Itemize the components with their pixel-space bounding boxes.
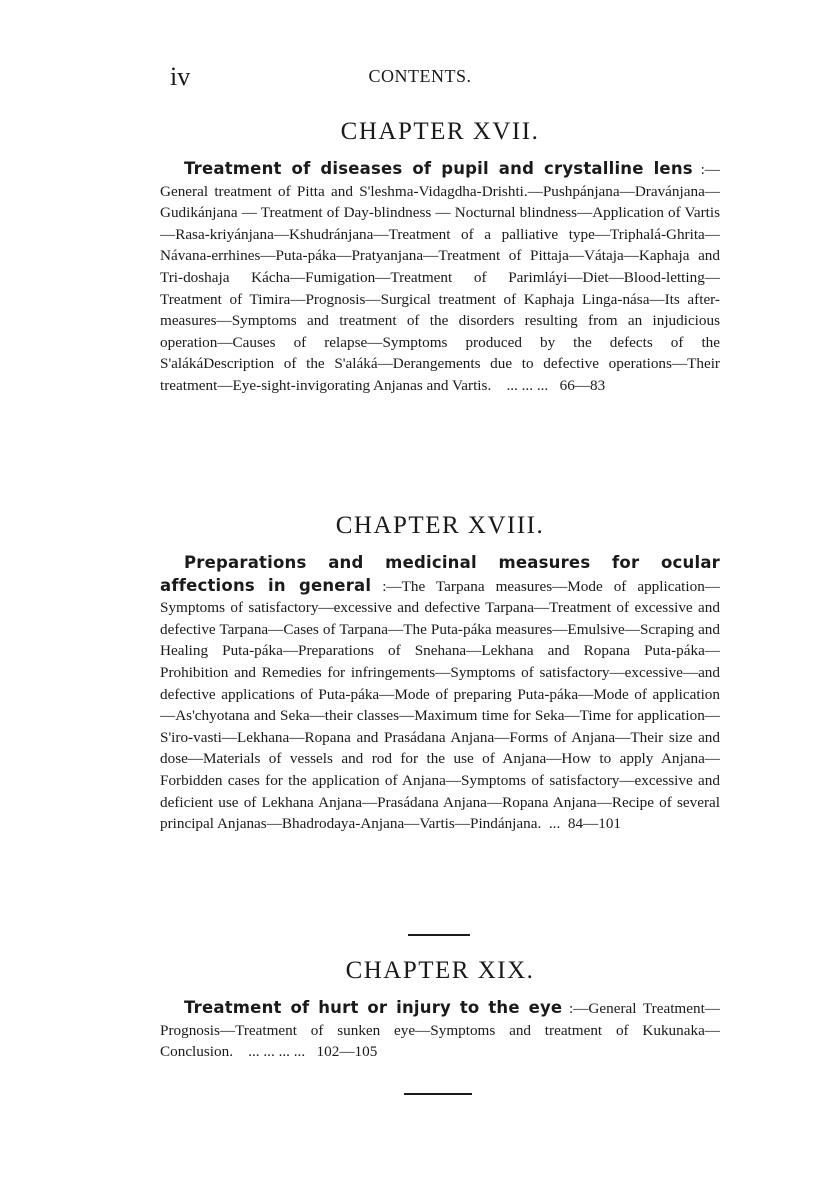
chapter-heading: Preparations and medicinal measures for ocular affections in general bbox=[160, 553, 720, 595]
chapter-heading: Treatment of diseases of pupil and crystalline lens bbox=[184, 159, 693, 178]
running-head: CONTENTS. bbox=[368, 66, 472, 86]
page-range: 84—101 bbox=[567, 815, 622, 833]
leader-dots: ... bbox=[548, 815, 561, 833]
chapter-topics: :—The Tarpana measures—Mode of application—Symptoms of satisfactory—excessive and defective Tarpana—Treatment of excessive and defective Tarpana—Cases of Tarpana—The Puta-páka measures—Emulsive—Scraping and Healing Puta-páka—Preparations of Snehana—Lekhana and Ropana Puta-páka—Prohibition and Remedies for infringements—Symptoms of satisfactory—excessive—and defective applications of Puta-páka—Mode of preparing Puta-páka—Mode of application—As'chyotana and Seka—their classes—Maximum time for Seka—Time for application—S'iro-vasti—Lekhana—Ropana and Prasádana Anjana—Forms of Anjana—Their size and dose—Materials of vessels and rod for the use of Anjana—How to apply Anjana—Forbidden cases for the application of Anjana—Symptoms of satisfactory—excessive and deficient use of Lekhana Anjana—Prasádana Anjana—Ropana Anjana—Recipe of several principal Anjanas—Bhadrodaya-Anjana—Vartis—Pindánjana. bbox=[160, 577, 720, 833]
chapter-topics: :—General treatment of Pitta and S'leshma-Vidagdha-Drishti.—Pushpánjana—Dravánjana—Gudikánjana — Treatment of Day-blindness — Nocturnal blindness—Application of Vartis—Rasa-kriyánjana—Kshudránjana—Treatment of a palliative type—Triphalá-Ghrita—Návana-errhines—Puta-páka—Pratyanjana—Treatment of Pittaja—Vátaja—Kaphaja and Tri-doshaja Kácha—Fumigation—Treatment of Parimláyi—Diet—Blood-letting—Treatment of Timira—Prognosis—Surgical treatment of Kaphaja Linga-nása—Its after-measures—Symptoms and treatment of the disorders resulting from an injudicious operation—Causes of relapse—Symptoms produced by the defects of the S'alákáDescription of the S'aláká—Derangements due to defective operations—Their treatment—Eye-sight-invigorating Anjanas and Vartis. bbox=[160, 161, 720, 394]
chapter-summary bbox=[160, 997, 720, 1063]
page-number: iv bbox=[170, 62, 191, 91]
chapter-entry bbox=[160, 118, 720, 397]
page-range: 66—83 bbox=[559, 376, 606, 394]
leader-dots: ... ... ... ... bbox=[248, 1043, 306, 1061]
page-range: 102—105 bbox=[316, 1043, 378, 1061]
chapter-title: CHAPTER XVII. bbox=[340, 118, 540, 145]
chapter-summary bbox=[160, 158, 720, 397]
chapter-heading: Treatment of hurt or injury to the eye bbox=[184, 998, 563, 1017]
section-divider bbox=[408, 934, 470, 936]
chapter-entry bbox=[160, 512, 720, 835]
chapter-title: CHAPTER XVIII. bbox=[335, 512, 545, 539]
chapter-entry bbox=[160, 957, 720, 1063]
chapter-title: CHAPTER XIX. bbox=[345, 957, 535, 984]
chapter-topics: :—General Treatment—Prognosis—Treatment of sunken eye—Symptoms and treatment of Kukunaka—Conclusion. bbox=[160, 1000, 720, 1061]
leader-dots: ... ... ... bbox=[506, 376, 549, 394]
end-divider bbox=[404, 1093, 472, 1095]
chapter-summary bbox=[160, 552, 720, 835]
